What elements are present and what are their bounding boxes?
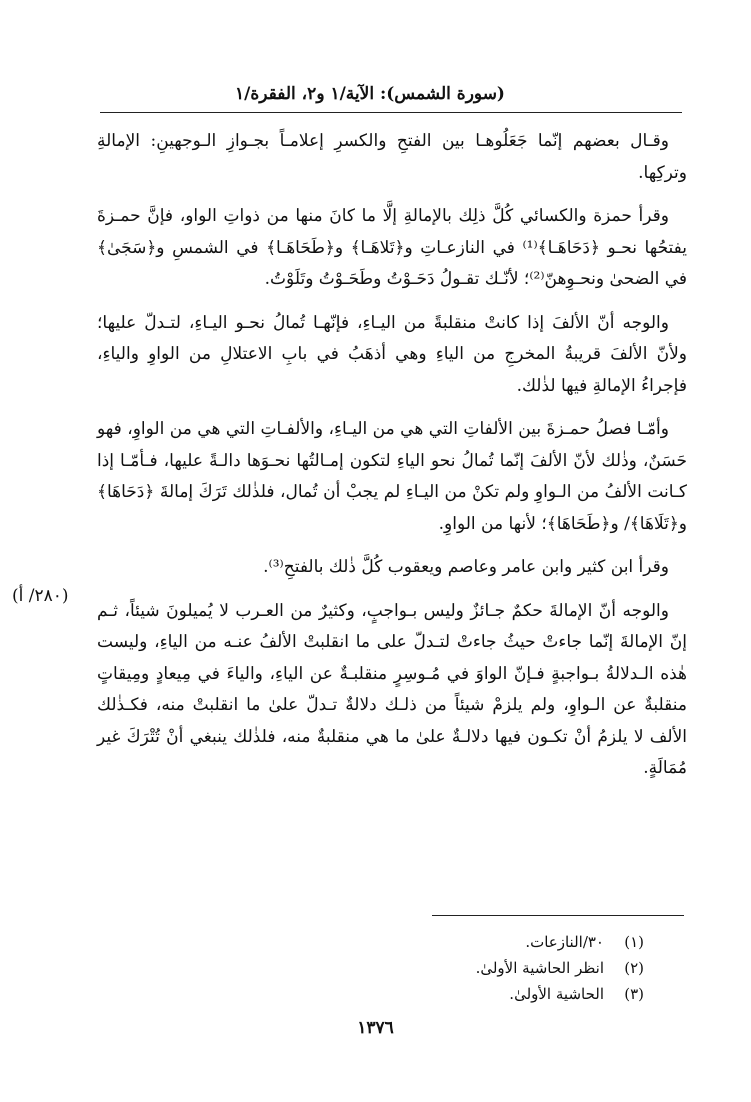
footnote-number: (٢) xyxy=(624,959,644,977)
paragraph-2: وقرأ حمزة والكسائي كُلَّ ذلِك بالإمالةِ إلَّا ما كانَ منها من ذواتِ الواو، فإنَّ حمـزةَ يفتحُها نحـو ﴿دَحَاهَـا﴾⁽¹⁾ في النازعـاتِ و﴿تَلاهَـا﴾ و﴿طَحَاهَـا﴾ في الشمسِ و﴿سَجَىٰ﴾ في الضحىٰ ونحـوِهنّ⁽²⁾؛ لأنّـك تقـولُ دَحَـوْتُ وطَحَـوْتُ وتَلَوْتُ. xyxy=(97,206,688,289)
paragraph-6: والوجه أنّ الإمالةَ حكمٌ جـائزٌ وليس بـواجبٍ، وكثيرٌ من العـرب لا يُميلونَ شيئاً، ثـم إنّ الإمالةَ إنّما جاءتْ حيثُ جاءتْ لتـدلّ على ما انقلبتْ الألفُ عنـه من الياءِ، وليست هٰذه الـدلالةُ بـواجبةٍ فـإنّ الواوَ في مُـوسِرٍ منقلبـةٌ عن الياءِ، والياءَ في مِيعادٍ ومِيقاتٍ منقلبةٌ عن الـواوِ، ولم يلزمْ شيئاً من ذلـك دلالةٌ تـدلّ علىٰ ما انقلبتْ منه، فكـذٰلك الألف لا يلزمُ أنْ تكـون فيها دلالـةٌ علىٰ ما هي منقلبةٌ منه، فلذٰلك ينبغي أنْ تُتْرَكَ غير مُمَالَةٍ. xyxy=(97,600,687,778)
page-number: ١٣٧٦ xyxy=(357,1018,394,1038)
running-head: (سورة الشمس): الآية/١ و٢، الفقرة/١ xyxy=(235,84,505,104)
footnote-number: (٣) xyxy=(624,985,644,1003)
paragraph-3: والوجه أنّ الألفَ إذا كانتْ منقلبةً من اليـاءِ، فإنّهـا تُمالُ نحـو اليـاءِ، لتـدلّ عليها؛ ولأنّ الألفَ قريبةُ المخرجِ من الياءِ وهي أذهَبُ في بابِ الاعتلالِ من الواوِ والياءِ، فإجراءُ الإمالةِ فيها لذٰلك. xyxy=(97,312,687,396)
footnote-2 xyxy=(476,955,644,981)
footnote-1 xyxy=(476,929,644,955)
paragraph-1: وقـال بعضهم إنّما جَعَلُوهـا بين الفتحِ والكسرِ إعلامـاً بجـوازِ الـوجهينِ: الإمالةِ وتركِها. xyxy=(97,131,687,183)
footnote-text: انظر الحاشية الأولىٰ. xyxy=(475,959,604,977)
footnote-divider xyxy=(432,915,684,916)
footnote-3 xyxy=(476,981,644,1007)
paragraph-5: وقرأ ابن كثير وابن عامر وعاصم ويعقوب كُلَّ ذٰلك بالفتحِ⁽³⁾. xyxy=(263,557,669,577)
footnote-text: الحاشية الأولىٰ. xyxy=(509,985,604,1003)
main-text xyxy=(97,126,687,796)
header-divider xyxy=(100,112,682,113)
footnote-number: (١) xyxy=(624,933,644,951)
folio-margin-note: (٢٨٠/ أ) xyxy=(12,586,69,606)
paragraph-4: وأمّـا فصلُ حمـزةَ بين الألفاتِ التي هي من اليـاءِ، والألفـاتِ التي هي من الواوِ، فهو حَسَنٌ، وذٰلك لأنّ الألفَ إنّما تُمالُ نحو الياءِ لتكون إمـالتُها نحـوَها دالـةً عليها، فـأمّـا إذا كـانت الألفُ من الـواوِ ولم تكنْ من اليـاءِ لم يجبْ أن تُمال، فلذٰلك تَرَكَ إمالةَ ﴿دَحَاهَا﴾ و﴿تَلَاهَا﴾/ و﴿طَحَاهَا﴾؛ لأنها من الواوِ. xyxy=(97,419,687,534)
footnotes xyxy=(476,929,644,1007)
footnote-text: ٣٠/النازعات. xyxy=(525,933,604,951)
